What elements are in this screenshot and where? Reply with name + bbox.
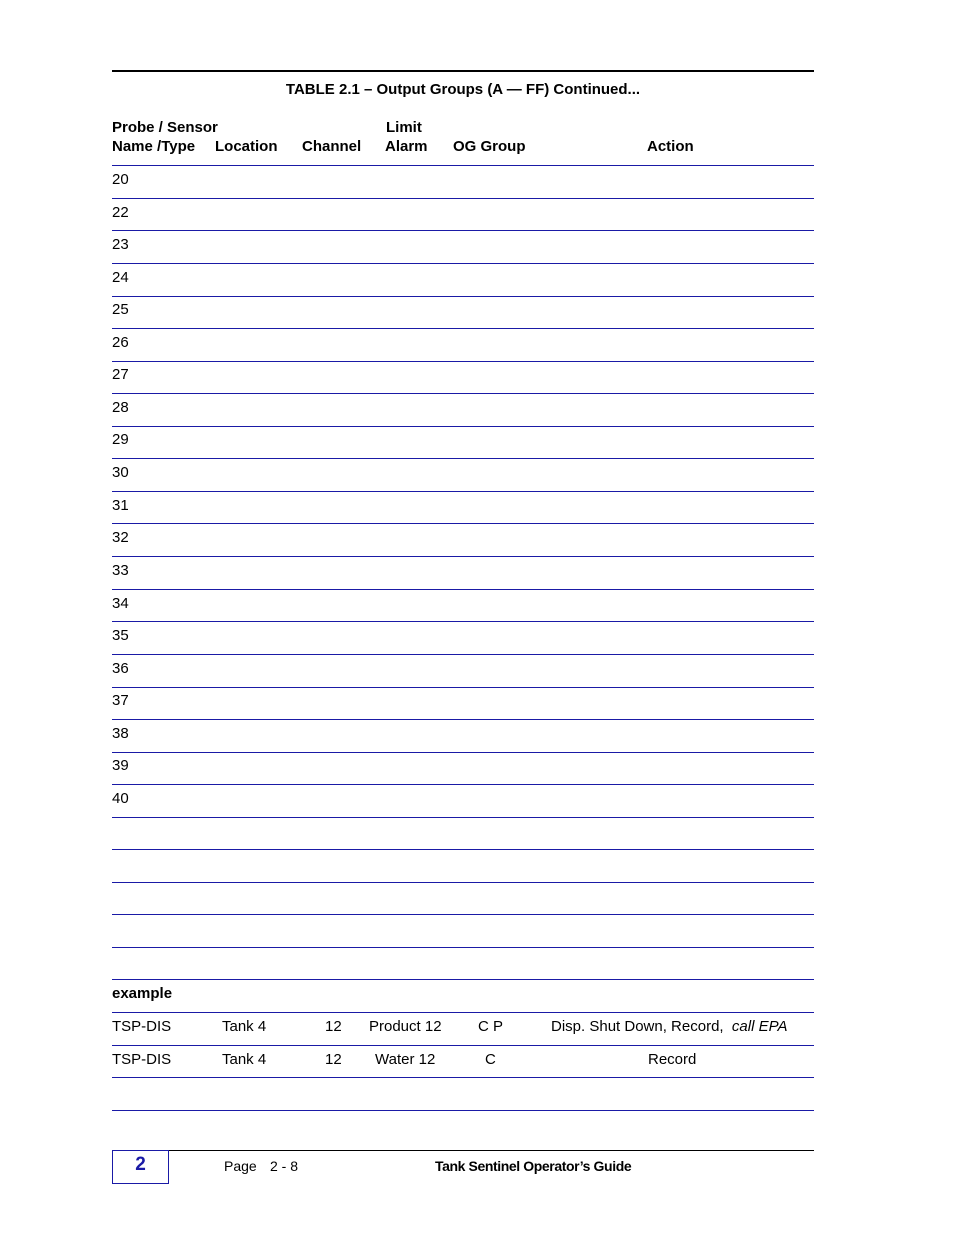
row-number: 39 bbox=[112, 757, 129, 774]
example-name: TSP-DIS bbox=[112, 1018, 172, 1035]
row-number: 34 bbox=[112, 595, 129, 612]
top-rule bbox=[112, 70, 814, 72]
row-divider bbox=[112, 882, 814, 883]
row-number: 22 bbox=[112, 204, 129, 221]
row-divider bbox=[112, 1077, 814, 1078]
example-action: Record bbox=[648, 1051, 697, 1068]
row-divider bbox=[112, 393, 814, 394]
page-number: 2 - 8 bbox=[270, 1158, 299, 1174]
chapter-number: 2 bbox=[135, 1154, 146, 1175]
table-title: TABLE 2.1 – Output Groups (A — FF) Continued... bbox=[285, 81, 641, 98]
row-number: 40 bbox=[112, 790, 129, 807]
row-number: 24 bbox=[112, 269, 129, 286]
row-number: 36 bbox=[112, 660, 129, 677]
row-divider bbox=[112, 361, 814, 362]
header-channel: Channel bbox=[302, 138, 362, 155]
row-divider bbox=[112, 979, 814, 980]
example-limit: Water 12 bbox=[375, 1051, 436, 1068]
row-divider bbox=[112, 458, 814, 459]
row-number: 32 bbox=[112, 529, 129, 546]
example-action-italic: call EPA bbox=[731, 1018, 788, 1035]
row-divider bbox=[112, 263, 814, 264]
header-og-group: OG Group bbox=[453, 138, 526, 155]
example-location: Tank 4 bbox=[222, 1018, 267, 1035]
row-divider bbox=[112, 784, 814, 785]
header-location: Location bbox=[215, 138, 278, 155]
row-divider bbox=[112, 296, 814, 297]
header-probe-line2: Name /Type bbox=[112, 138, 196, 155]
row-number: 20 bbox=[112, 171, 129, 188]
row-number: 30 bbox=[112, 464, 129, 481]
row-divider bbox=[112, 914, 814, 915]
footer-rule bbox=[168, 1150, 814, 1151]
row-number: 31 bbox=[112, 497, 129, 514]
row-number: 35 bbox=[112, 627, 129, 644]
example-location: Tank 4 bbox=[222, 1051, 267, 1068]
row-number: 28 bbox=[112, 399, 129, 416]
row-number: 37 bbox=[112, 692, 129, 709]
row-divider bbox=[112, 589, 814, 590]
example-limit: Product 12 bbox=[369, 1018, 442, 1035]
row-divider bbox=[112, 556, 814, 557]
row-divider bbox=[112, 687, 814, 688]
header-probe-line1: Probe / Sensor bbox=[112, 119, 218, 136]
row-divider bbox=[112, 230, 814, 231]
row-divider bbox=[112, 947, 814, 948]
row-divider bbox=[112, 752, 814, 753]
row-divider bbox=[112, 1045, 814, 1046]
row-number: 23 bbox=[112, 236, 129, 253]
header-action: Action bbox=[647, 138, 694, 155]
row-number: 27 bbox=[112, 366, 129, 383]
row-divider bbox=[112, 491, 814, 492]
row-number: 29 bbox=[112, 431, 129, 448]
example-action-text: Disp. Shut Down, Record, bbox=[551, 1018, 724, 1035]
header-limit-line1: Limit bbox=[386, 119, 422, 136]
row-number: 33 bbox=[112, 562, 129, 579]
row-divider bbox=[112, 849, 814, 850]
page-label: Page bbox=[224, 1158, 257, 1174]
row-divider bbox=[112, 198, 814, 199]
row-divider bbox=[112, 621, 814, 622]
row-divider bbox=[112, 654, 814, 655]
row-number: 25 bbox=[112, 301, 129, 318]
row-divider bbox=[112, 1110, 814, 1111]
example-channel: 12 bbox=[325, 1051, 342, 1068]
example-name: TSP-DIS bbox=[112, 1051, 172, 1068]
row-number: 38 bbox=[112, 725, 129, 742]
row-divider bbox=[112, 817, 814, 818]
row-divider bbox=[112, 426, 814, 427]
row-number: 26 bbox=[112, 334, 129, 351]
example-og: C P bbox=[478, 1018, 504, 1035]
row-divider bbox=[112, 523, 814, 524]
example-channel: 12 bbox=[325, 1018, 342, 1035]
row-divider bbox=[112, 328, 814, 329]
example-og: C bbox=[485, 1051, 496, 1068]
row-divider bbox=[112, 1012, 814, 1013]
header-limit-line2: Alarm bbox=[385, 138, 428, 155]
row-divider bbox=[112, 165, 814, 166]
example-action bbox=[551, 1018, 788, 1035]
example-label: example bbox=[112, 985, 173, 1002]
guide-title: Tank Sentinel Operator’s Guide bbox=[435, 1158, 632, 1174]
row-divider bbox=[112, 719, 814, 720]
